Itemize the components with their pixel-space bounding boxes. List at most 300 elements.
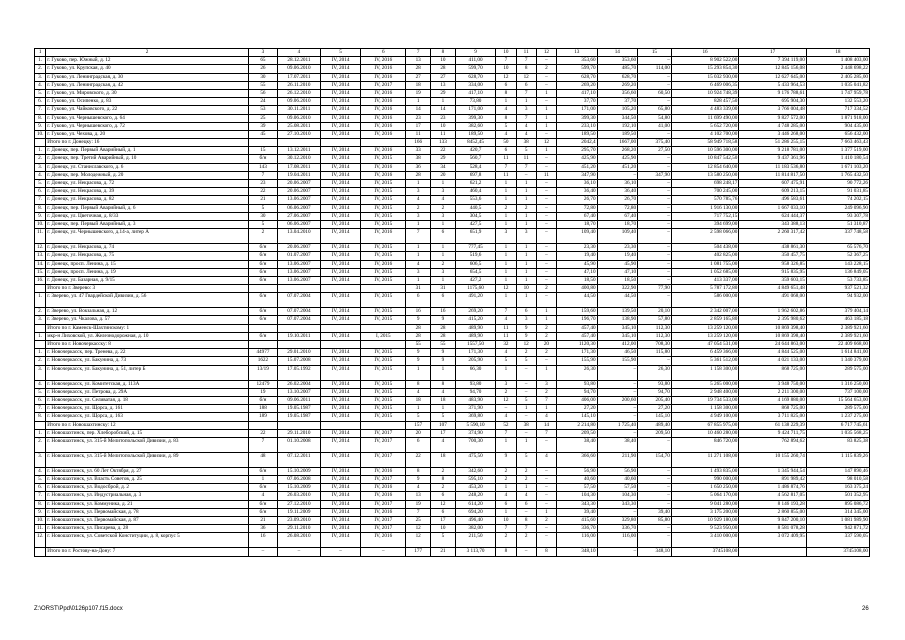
table-cell: – [638,98,672,106]
table-cell: 8. [35,204,46,212]
table-row [35,65,870,73]
table-cell: б/н [248,276,277,284]
table-cell: 491 068,00 [739,293,807,308]
table-cell: – [638,220,672,228]
table-cell: 1 [431,244,456,252]
table-cell: 1 [496,508,516,516]
table-cell: – [536,492,556,500]
table-cell: 29.11.2010 [278,525,321,533]
table-cell: 20.06.2007 [278,244,321,252]
table-cell: г. Донецк, просп. Ленина, д. 19 [46,268,249,276]
table-cell: 1 [431,365,456,380]
table-cell: 353,60 [557,57,598,65]
table-cell: 177 [406,548,431,556]
table-cell: – [536,437,556,452]
table-cell: 1 671 103,20 [806,163,869,171]
table-cell: 11 [516,155,536,163]
table-cell: 336,70 [557,525,598,533]
table-cell: 4 [406,196,431,204]
table-cell: 22 [248,188,277,196]
table-cell: 14 [536,421,556,429]
table-cell: 28 [406,324,431,332]
table-cell: 489,40 [638,421,672,429]
table-cell: 26,30 [638,365,672,380]
table-cell: 4 [406,260,431,268]
table-cell: IV, 2016 [361,260,406,268]
table-cell [35,341,46,349]
table-row [35,437,870,452]
table-cell: – [516,388,536,396]
table-cell: 347,90 [638,171,672,179]
table-cell: 13.06.2007 [278,196,321,204]
header-cell: 7 [406,49,431,57]
table-row [35,139,870,147]
table-cell: 72,80 [597,204,638,212]
table-cell: IV, 2014 [320,388,361,396]
table-cell: 72,80 [557,204,598,212]
table-cell: 171,30 [455,349,496,357]
table-cell: – [638,533,672,548]
table-cell: г. Новочеркасск, пер. Тренева, д. 22 [46,349,249,357]
table-cell: – [536,180,556,188]
table-cell: 2 [496,204,516,212]
table-cell: 654,5 [455,268,496,276]
table-cell: 6. [35,484,46,492]
table-cell: 31 [406,285,431,293]
table-cell: 57,80 [638,316,672,324]
table-cell: 1 345 944,54 [739,467,807,475]
table-cell: 1 [516,244,536,252]
table-cell: 171,30 [557,349,598,357]
table-cell: IV, 2014 [320,276,361,284]
table-cell: 382,00 [455,525,496,533]
table-cell: 26.11.2010 [278,81,321,89]
table-cell: 4. [35,467,46,475]
table-cell: IV, 2014 [320,525,361,533]
table-cell: IV, 2015 [361,155,406,163]
table-cell: 4 [496,413,516,421]
table-cell: 4 [496,492,516,500]
table-cell [278,285,321,293]
table-cell: 2 214,80 [557,421,598,429]
table-row [35,81,870,89]
table-cell: 937 521,32 [806,285,869,293]
table-cell: 3 [496,229,516,244]
table-cell: 27.12.2010 [278,500,321,508]
table-cell: 3. [35,73,46,81]
table-cell: 1 [516,180,536,188]
table-cell: 399,30 [455,114,496,122]
table-cell: IV, 2016 [361,73,406,81]
table-cell: 58 949 718,58 [671,139,739,147]
table-cell: 595,10 [455,476,496,484]
table-row [35,122,870,130]
table-cell: 11. [35,229,46,244]
table-cell: 10 155 260,74 [739,452,807,467]
table-cell: 6 [431,508,456,516]
table-cell: IV, 2014 [320,73,361,81]
table-cell: 3. [35,316,46,324]
table-cell: 5 [431,413,456,421]
table-cell: 15.10.2009 [278,484,321,492]
file-path: Z:\ORST\Ppd\0126p107.f15.docx [34,606,123,612]
table-cell: 1 [536,316,556,324]
table-cell: – [536,260,556,268]
table-cell: 314 345,00 [806,508,869,516]
table-cell: 09.06.2010 [278,98,321,106]
table-cell: 114,00 [638,65,672,73]
table-cell: 91 031,85 [806,188,869,196]
table-cell: 50 [496,139,516,147]
table-cell: 104,30 [557,492,598,500]
header-cell: 1 [35,49,46,57]
table-cell: 1 [496,180,516,188]
table-cell: 15.10.2009 [278,467,321,475]
table-cell: 1 725,40 [597,421,638,429]
table-cell: 2 [248,229,277,244]
table-cell: 7 [496,163,516,171]
table-cell: 375,40 [638,139,672,147]
table-cell: г. Новошахтинск, ул. Первомайская, д. 78 [46,508,249,516]
table-cell: 4 [431,196,456,204]
table-cell: 27,20 [557,405,598,413]
table-cell: 11 [496,171,516,179]
table-cell: 2 [496,388,516,396]
table-cell: 23,30 [597,244,638,252]
table-cell: IV, 2014 [320,204,361,212]
table-cell: IV, 2017 [361,452,406,467]
table-cell: 586 000,00 [671,293,739,308]
table-cell: 1 [516,196,536,204]
table-cell: 6 [516,81,536,89]
table-cell: 19 [406,89,431,97]
table-cell: 1 [496,260,516,268]
table-cell: 6 [431,229,456,244]
table-cell: 12479 [248,380,277,388]
table-cell: IV, 2016 [361,492,406,500]
table-cell: 23.09.2010 [278,517,321,525]
table-cell [320,285,361,293]
table-row [35,421,870,429]
table-cell: 7 [496,429,516,437]
header-cell: 14 [597,49,638,57]
table-cell: IV, 2016 [361,130,406,138]
table-cell: 460,4 [455,188,496,196]
table-cell: 1 [406,276,431,284]
table-cell: 1 [536,122,556,130]
table-cell: 2 [431,484,456,492]
table-cell: 19.05.1987 [278,413,321,421]
table-cell: 268,20 [597,147,638,155]
table-row [35,388,870,396]
table-cell: 47,10 [557,268,598,276]
table-cell: 2 [536,324,556,332]
table-cell: 4 [496,349,516,357]
table-cell: 366,60 [557,452,598,467]
table-cell: 166 [406,139,431,147]
table-cell: 5 064 170,00 [671,492,739,500]
table-cell: IV, 2014 [320,467,361,475]
table-cell: 8452,45 [455,139,496,147]
table-cell: – [638,196,672,204]
table-cell: 9 523 950,00 [671,525,739,533]
table-cell: 109,40 [597,229,638,244]
table-cell: 13. [35,252,46,260]
table-cell: 189,50 [597,130,638,138]
table-row [35,413,870,421]
table-cell: 895 086,72 [806,500,869,508]
table-cell: 18 [431,452,456,467]
table-cell: 22 [431,147,456,155]
table-cell: 65 576,70 [806,244,869,252]
table-cell: IV, 2015 [361,380,406,388]
table-cell: 33 [406,147,431,155]
table-cell: 2 948 400,00 [671,388,739,396]
table-cell: – [536,252,556,260]
table-cell: 28 [406,332,431,340]
table-cell: 13.04.2010 [278,229,321,244]
table-cell: 10. [35,517,46,525]
table-cell: 5. [35,89,46,97]
header-cell: 11 [516,49,536,57]
table-cell: мкр-н Лиховской, ул. Железнодорожная, д. 10 [46,332,249,340]
table-cell: 52 367,25 [806,252,869,260]
table-cell: – [638,276,672,284]
table-cell: 1 [431,405,456,413]
table-cell: 1 081 755,00 [671,260,739,268]
table-cell: 2 [406,204,431,212]
table-cell: 1 [516,484,536,492]
header-cell: 12 [536,49,556,57]
table-cell: 1 [431,252,456,260]
header-cell: 18 [806,49,869,57]
table-cell: 3 [496,380,516,388]
table-cell: 13.06.2007 [278,268,321,276]
table-cell: 3 [516,229,536,244]
table-cell: 10 [431,57,456,65]
table-cell: 41,00 [638,122,672,130]
table-cell: 289 575,00 [806,365,869,380]
table-cell: 20 [536,341,556,349]
table-cell: г. Гуково, ул. Чайковского, д. 22 [46,106,249,114]
table-cell: 1 [406,252,431,260]
table-cell: г. Новошахтинск, ул. 315-й Мелитопольской Дивизии, д. 83 [46,437,249,452]
table-cell: 1 [431,180,456,188]
table-cell: IV, 2014 [320,349,361,357]
table-cell: 1 [536,405,556,413]
table-cell: 628,70 [597,73,638,81]
table-cell: 4 844 525,00 [739,349,807,357]
table-cell: 560,7 [455,155,496,163]
table-cell: 3. [35,163,46,171]
table-cell: 22 409 668,00 [806,341,869,349]
table-cell: 30.12.2010 [278,155,321,163]
table-cell: 1120,30 [557,341,598,349]
table-cell: 9 [516,332,536,340]
table-cell: – [536,212,556,220]
table-cell: IV, 2014 [320,517,361,525]
table-cell: 31 [431,285,456,293]
header-cell: 15 [638,49,672,57]
table-cell: 19.04.2011 [278,171,321,179]
table-cell: 599,70 [455,65,496,73]
table-cell: 54,80 [638,114,672,122]
table-cell: 624 444,37 [739,212,807,220]
table-cell: – [536,220,556,228]
table-cell: 7 [496,308,516,316]
table-cell: 15. [35,268,46,276]
table-cell: г. Гуково, пер. Южный, д. 12 [46,57,249,65]
table-cell: – [638,476,672,484]
table-cell: 6 [431,293,456,308]
table-cell: 23 [431,114,456,122]
table-cell: IV, 2016 [361,65,406,73]
table-cell: 4. [35,171,46,179]
table-row [35,130,870,138]
table-cell: 519,6 [455,252,496,260]
table-cell: IV, 2015 [361,276,406,284]
table-cell: 528,4 [455,163,496,171]
table-cell: 12 [516,341,536,349]
table-cell: 39 [248,122,277,130]
table-cell: 44,50 [557,293,598,308]
table-cell: 18,70 [557,220,598,228]
table-cell: 413 337,00 [671,276,739,284]
table-cell: 16. [35,276,46,284]
table-cell: 570 785,76 [671,196,739,204]
table-cell: 5 [248,220,277,228]
table-cell [278,341,321,349]
table-cell: – [638,229,672,244]
table-cell [248,324,277,332]
table-row [35,548,870,556]
table-cell: 23 [248,180,277,188]
table-cell: 37,70 [597,98,638,106]
table-cell: Итого по г. Новошахтинску: 12 [46,421,249,429]
table-cell: 5 265 000,00 [671,380,739,388]
table-cell: 891 989,42 [739,476,807,484]
table-cell: 7. [35,492,46,500]
table-cell: 1 115 839,26 [806,452,869,467]
table-cell: 9 [406,357,431,365]
table-cell: 1 916 130,00 [671,204,739,212]
table-cell: 1 035 568,25 [806,429,869,437]
table-cell: 628,70 [557,73,598,81]
table-cell: 1 765 432,50 [806,171,869,179]
table-cell: 1 [516,252,536,260]
table-cell: 112,30 [638,324,672,332]
table-cell: 4 [496,106,516,114]
table-cell: 23 [406,114,431,122]
table-cell: 621,2 [455,180,496,188]
table-cell: 20 [431,171,456,179]
table-cell: 2 211 300,00 [739,388,807,396]
table-cell: 868 725,00 [739,365,807,380]
table-cell: 9 827 572,00 [739,114,807,122]
table-cell: 4 [496,316,516,324]
table-cell: 25 [248,114,277,122]
table-cell: 2 [431,260,456,268]
table-cell: IV, 2014 [320,484,361,492]
table-cell: 188 [248,405,277,413]
table-row [35,188,870,196]
table-cell: IV, 2015 [361,316,406,324]
table-cell: 6 [516,308,536,316]
table-cell: г. Гуково, ул. Осипенко, д. 83 [46,98,249,106]
table-cell: IV, 2015 [361,268,406,276]
table-cell: г. Новочеркасск, ул. Бакунина, д. 73 [46,357,249,365]
header-cell: 17 [739,49,807,57]
table-cell: 55 [431,341,456,349]
table-cell: 07.12.2011 [278,452,321,467]
table-cell: 93 307,78 [806,212,869,220]
table-cell: 209,50 [638,429,672,437]
table-cell [361,285,406,293]
table-cell: 1 [516,212,536,220]
table-cell: 337 590,05 [806,533,869,548]
table-cell: 7 [516,89,536,97]
table-cell: 1 [516,220,536,228]
table-cell: 196,70 [557,316,598,324]
table-cell: – [536,81,556,89]
table-cell: 205,40 [638,396,672,404]
table-cell: 10 460 280,00 [671,429,739,437]
table-cell: 15 564 653,00 [806,396,869,404]
table-cell: 2 [536,285,556,293]
table-cell: 85,80 [638,517,672,525]
table-cell: 5 [496,122,516,130]
table-cell: г. Гуково, ул. Мировского, д. 30 [46,89,249,97]
table-cell: 01.07.2007 [278,252,321,260]
table-cell: 3 [431,212,456,220]
table-cell [739,548,807,556]
table-cell: 8 [431,476,456,484]
table-cell: г. Гуково, ул. Чернышевского, д. 72 [46,122,249,130]
table-cell: 11 [406,130,431,138]
table-cell: Итого по г. Ростову-на-Дону: 7 [46,548,249,556]
table-cell: – [536,130,556,138]
table-cell: – [597,171,638,179]
table-cell: 53 733,85 [806,276,869,284]
table-cell: – [638,204,672,212]
table-cell: 12 [431,500,456,508]
table-cell: 415,60 [557,517,598,525]
table-cell: 1 [536,508,556,516]
table-cell: г. Донецк, ул. Некрасова, д. 75 [46,252,249,260]
table-cell: 463 185,18 [806,316,869,324]
table-cell: IV, 2015 [361,244,406,252]
table-cell: 8. [35,413,46,421]
table-cell: 1 158 300,00 [671,365,739,380]
table-cell: 6 [431,492,456,500]
table-row [35,484,870,492]
table-cell: 24 [248,98,277,106]
table-cell: 5 433 964,53 [739,81,807,89]
table-cell: – [597,429,638,437]
table-cell: 269,20 [455,308,496,316]
table-cell: 6 717 745,61 [806,421,869,429]
table-cell: 18,50 [557,276,598,284]
table-cell: Итого по г. Каменск-Шахтинскому: 1 [46,324,249,332]
table-cell: 189 [248,413,277,421]
table-cell: г. Донецк, пер. Первый Аварийный, д. 1 [46,147,249,155]
table-cell: 19.05.1987 [278,405,321,413]
table-cell: 1 [536,147,556,155]
table-cell: 94 932,00 [806,293,869,308]
table-cell: 348,10 [638,548,672,556]
table-cell [248,285,277,293]
table-cell: 10 924 748,39 [671,89,739,97]
